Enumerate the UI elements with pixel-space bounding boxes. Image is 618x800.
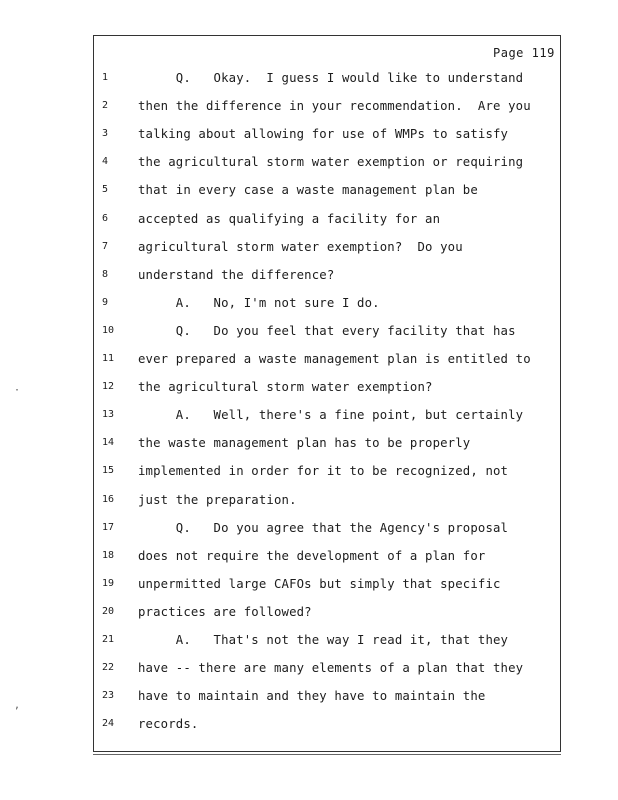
line-number: 7 — [102, 241, 109, 252]
line-text: that in every case a waste management plan be — [138, 183, 478, 197]
margin-mark: , — [14, 700, 21, 711]
line-text: Q. Do you feel that every facility that has — [138, 324, 516, 338]
page-number: Page 119 — [493, 46, 555, 60]
line-text: agricultural storm water exemption? Do you — [138, 240, 463, 254]
line-number: 9 — [102, 297, 109, 308]
line-text: does not require the development of a plan for — [138, 549, 486, 563]
line-text: the agricultural storm water exemption or requiring — [138, 155, 524, 169]
line-number: 8 — [102, 269, 109, 280]
line-number: 12 — [102, 381, 115, 392]
line-text: records. — [138, 717, 199, 731]
line-number: 24 — [102, 718, 115, 729]
line-text: have to maintain and they have to maintain the — [138, 689, 486, 703]
line-number: 2 — [102, 100, 109, 111]
margin-mark: · — [14, 385, 21, 396]
line-text: A. That's not the way I read it, that they — [138, 633, 509, 647]
line-text: the waste management plan has to be properly — [138, 436, 471, 450]
line-text: the agricultural storm water exemption? — [138, 380, 433, 394]
page-bottom-rule — [93, 754, 561, 755]
line-text: just the preparation. — [138, 493, 297, 507]
line-number: 15 — [102, 465, 115, 476]
line-text: A. No, I'm not sure I do. — [138, 296, 380, 310]
line-text: have -- there are many elements of a plan that they — [138, 661, 524, 675]
line-number: 17 — [102, 522, 115, 533]
line-number: 18 — [102, 550, 115, 561]
line-text: implemented in order for it to be recognized, not — [138, 464, 509, 478]
line-number: 10 — [102, 325, 115, 336]
line-text: Q. Okay. I guess I would like to understand — [138, 71, 524, 85]
line-number: 6 — [102, 213, 109, 224]
line-number: 14 — [102, 437, 115, 448]
line-number: 13 — [102, 409, 115, 420]
line-text: then the difference in your recommendation. Are you — [138, 99, 531, 113]
line-number: 21 — [102, 634, 115, 645]
line-text: talking about allowing for use of WMPs to satisfy — [138, 127, 509, 141]
line-text: understand the difference? — [138, 268, 335, 282]
line-text: accepted as qualifying a facility for an — [138, 212, 441, 226]
line-number: 4 — [102, 156, 109, 167]
line-number: 23 — [102, 690, 115, 701]
line-text: ever prepared a waste management plan is entitled to — [138, 352, 531, 366]
line-number: 5 — [102, 184, 109, 195]
line-text: Q. Do you agree that the Agency's proposal — [138, 521, 509, 535]
line-number: 22 — [102, 662, 115, 673]
line-number: 1 — [102, 72, 109, 83]
line-number: 11 — [102, 353, 115, 364]
line-text: A. Well, there's a fine point, but certainly — [138, 408, 524, 422]
line-number: 20 — [102, 606, 115, 617]
line-text: unpermitted large CAFOs but simply that specific — [138, 577, 501, 591]
line-text: practices are followed? — [138, 605, 312, 619]
line-number: 3 — [102, 128, 109, 139]
line-number: 16 — [102, 494, 115, 505]
line-number: 19 — [102, 578, 115, 589]
